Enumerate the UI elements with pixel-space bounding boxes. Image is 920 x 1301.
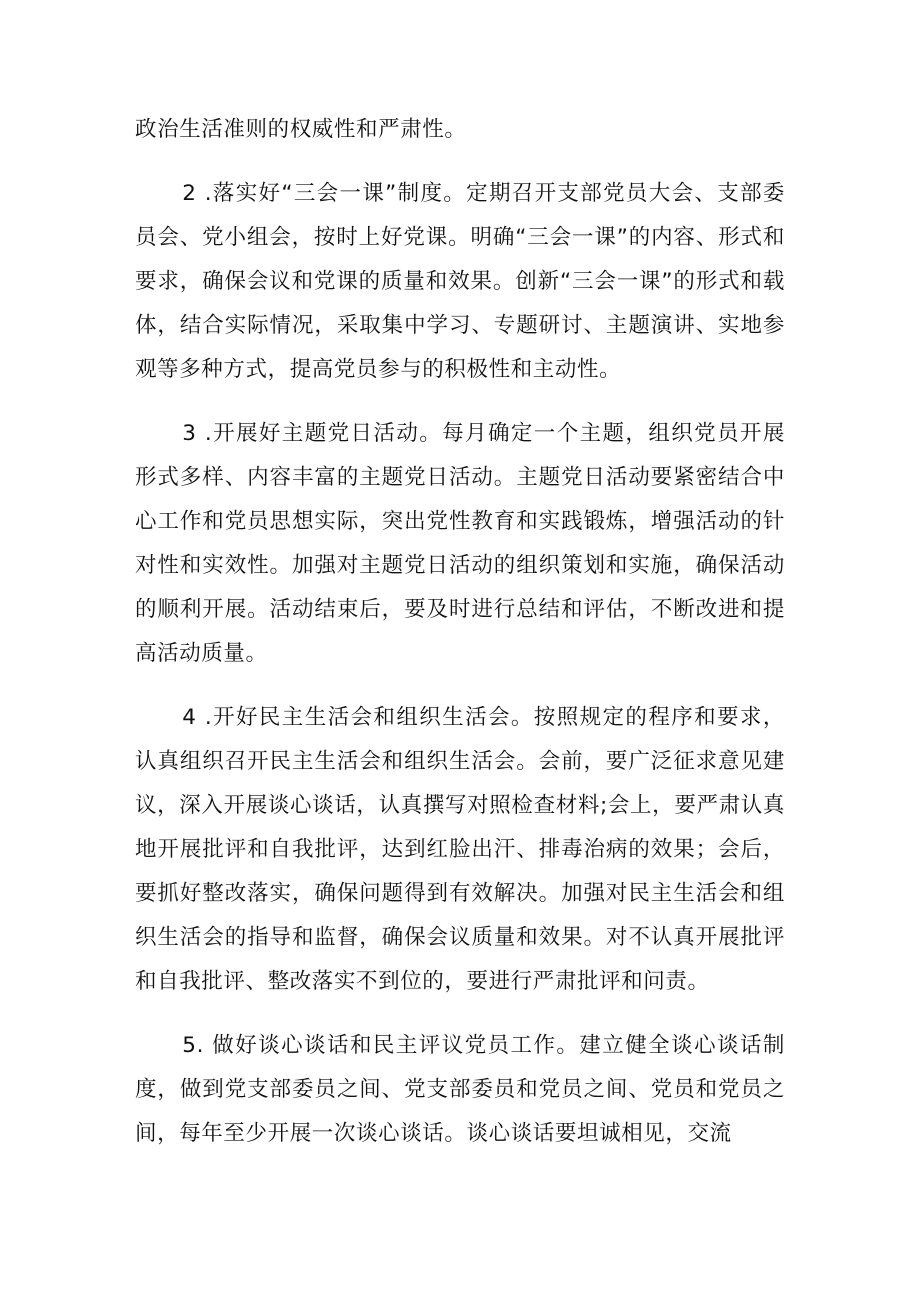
paragraph-item-2: 2 .落实好“三会一课”制度。定期召开支部党员大会、支部委员会、党小组会，按时上好党课。明确“三会一课”的内容、形式和要求，确保会议和党课的质量和效果。创新“三会一课”的形式和载体，结合实际情况，采取集中学习、专题研讨、主题演讲、实地参观等多种方式，提高党员参与的积极性和主动性。 bbox=[135, 181, 785, 382]
paragraph-continuation: 政治生活准则的权威性和严肃性。 bbox=[135, 117, 467, 142]
paragraph-item-3: 3 .开展好主题党日活动。每月确定一个主题，组织党员开展形式多样、内容丰富的主题党日活动。主题党日活动要紧密结合中心工作和党员思想实际，突出党性教育和实践锻炼，增强活动的针对性和实效性。加强对主题党日活动的组织策划和实施，确保活动的顺利开展。活动结束后，要及时进行总结和评估，不断改进和提高活动质量。 bbox=[135, 421, 785, 666]
paragraph-item-4: 4 .开好民主生活会和组织生活会。按照规定的程序和要求，认真组织召开民主生活会和组织生活会。会前，要广泛征求意见建议，深入开展谈心谈话，认真撰写对照检查材料;会上，要严肃认真地开展批评和自我批评，达到红脸出汗、排毒治病的效果；会后，要抓好整改落实，确保问题得到有效解决。加强对民主生活会和组织生活会的指导和监督，确保会议质量和效果。对不认真开展批评和自我批评、整改落实不到位的，要进行严肃批评和问责。 bbox=[135, 705, 785, 994]
document-body bbox=[135, 108, 785, 1156]
paragraph-item-5: 5. 做好谈心谈话和民主评议党员工作。建立健全谈心谈话制度，做到党支部委员之间、党支部委员和党员之间、党员和党员之间，每年至少开展一次谈心谈话。谈心谈话要坦诚相见，交流 bbox=[135, 1033, 785, 1146]
